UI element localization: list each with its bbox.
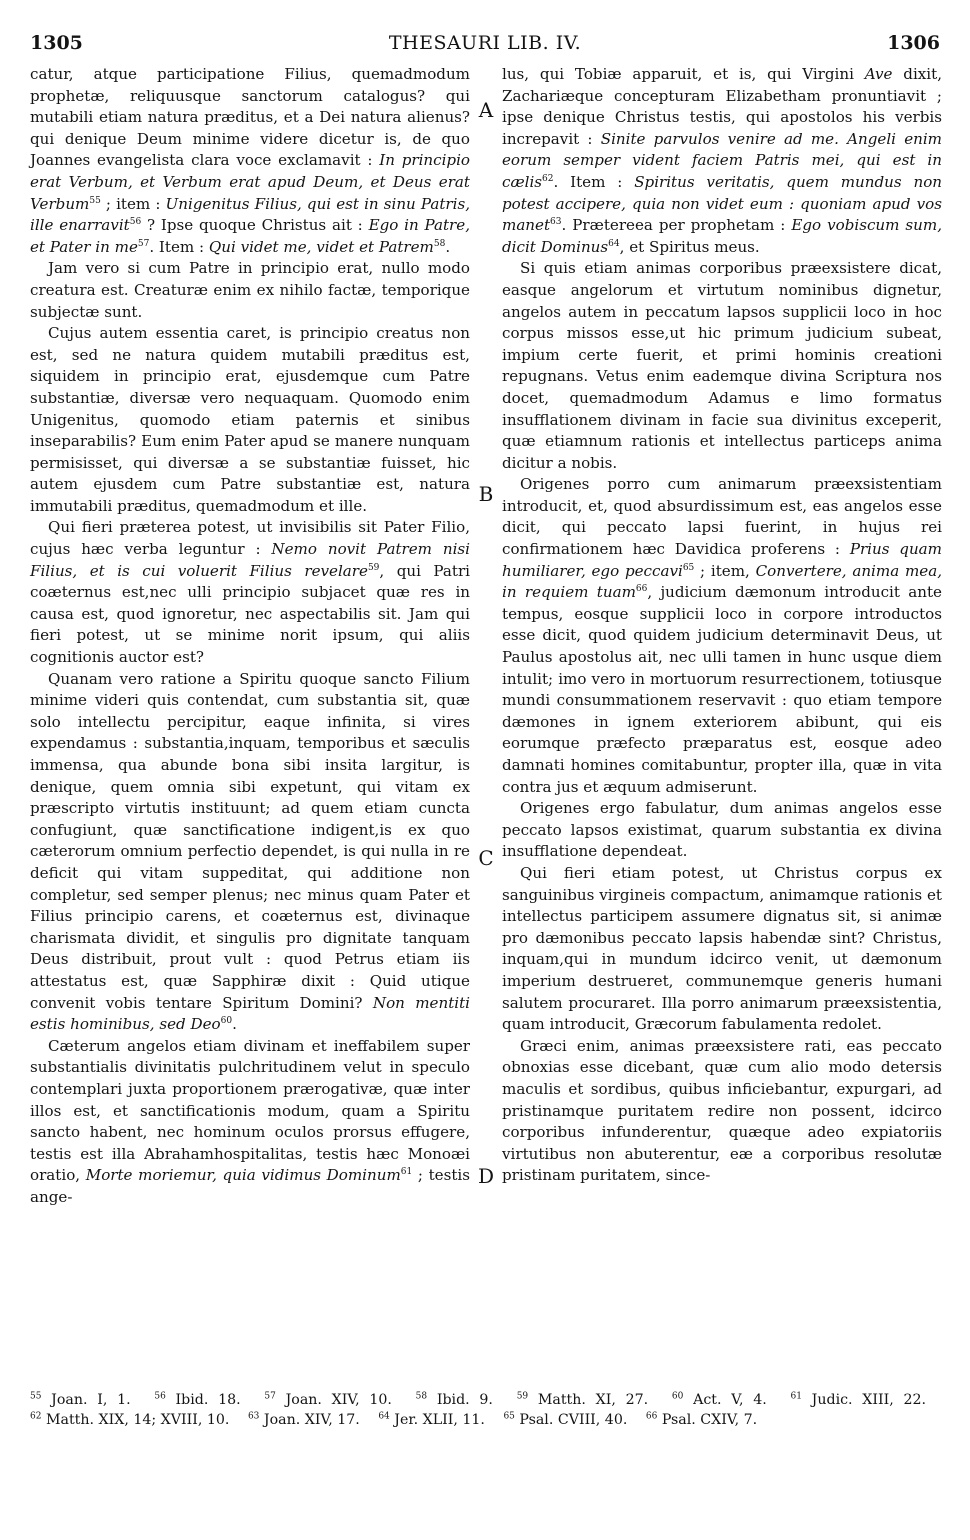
footnote xyxy=(30,1412,229,1428)
footnote-citation: Act. V, 4. xyxy=(683,1392,767,1408)
footnote-number: 55 xyxy=(30,1391,42,1402)
left-paragraph xyxy=(30,64,470,258)
footnote-reference: 59 xyxy=(367,562,380,573)
left-column xyxy=(30,64,470,1208)
body-text: dixit, Zachariæque concepturam Elizabetham pronuntiavit ; ipse denique Christus testis, qui apostolos his verbis increpavit : xyxy=(502,65,942,148)
footnote xyxy=(30,1392,131,1408)
footnote xyxy=(416,1392,493,1408)
scripture-quotation: Spiritus veritatis, quem mundus non potest accipere, quia non videt eum : quoniam apud vos manet xyxy=(502,172,942,235)
left-paragraph xyxy=(30,517,470,668)
footnote-citation: Psal. CXIV, 7. xyxy=(657,1412,758,1428)
left-paragraph xyxy=(30,323,470,517)
right-column xyxy=(502,64,942,1187)
footnote-citation: Jer. XLII, 11. xyxy=(389,1412,485,1428)
footnote-citation: Joan. I, 1. xyxy=(41,1392,131,1408)
body-text: Græci enim, animas præexsistere rati, eas peccato obnoxias esse dicebant, quæ cum alio modo detersis maculis et sordibus, quibus inficiebantur, expurgari, ad pristinamque puritatem redire non possent, idcirco corporibus infunderentur, quæque adeo expiatoriis virtutibus non abuterentur, eæ a corporibus resolutæ pristinam puritatem, since- xyxy=(502,1036,942,1185)
scripture-quotation: In principio erat Verbum, et Verbum erat apud Deum, et Deus erat Verbum xyxy=(30,151,471,213)
body-text: ; testis ange- xyxy=(30,1166,470,1206)
footnote-number: 62 xyxy=(30,1411,42,1422)
body-text: lus, qui Tobiæ apparuit, et is, qui Virgini xyxy=(502,65,865,83)
left-paragraph xyxy=(30,669,470,1036)
footnote-citation: Ibid. 9. xyxy=(427,1392,493,1408)
body-text: Quanam vero ratione a Spiritu quoque sancto Filium minime videri quis contendat, cum substantia sit, quæ solo intellectu percipitur, eaque infinita, si vires expendamus : substantia,inquam, temporibus et sæculis immensa, qua abunde bona sibi insita largitur, is denique, quem omnia sibi expetunt, qui vitam ex præscripto virtutis instituunt; ad quem etiam cuncta confugiunt, quæ sanctificatione indigent,is ex quo cæterorum omnium perfectio dependet, is qui nulla in re deficit qui vitam suppeditat, qui additione non completur, sed semper plenus; nec minus quam Pater et Filius principio carens, et coæternus est, divinaque charismata dividit, et singulis pro dignitate tanquam Deus distribuit, prout vult : quod Petrus etiam iis attestatus est, quæ Sapphiræ dixit : Quid utique convenit vobis tentare Spiritum Domini? xyxy=(30,669,470,1012)
footnote-citation: Ibid. 18. xyxy=(165,1392,241,1408)
text-columns xyxy=(30,64,940,1374)
margin-marker-c: C xyxy=(478,846,494,870)
right-paragraph xyxy=(502,1036,942,1187)
body-text: , et Spiritus meus. xyxy=(619,237,760,256)
footnote-reference: 62 xyxy=(542,173,554,184)
body-text: catur, atque participatione Filius, quemadmodum prophetæ, reliquusque sanctorum catalogus? qui mutabili etiam natura præditus, et a Dei natura alienus? qui denique Deum minime videre dicetur is, de quo Joannes evangelista clara voce exclamavit : xyxy=(30,65,470,170)
body-text: ? Ipse quoque Christus ait : xyxy=(141,216,369,235)
scripture-quotation: Nemo novit Patrem nisi Filius, et is cui voluerit Filius revelare xyxy=(30,540,470,580)
body-text: . xyxy=(232,1015,237,1034)
running-header xyxy=(30,28,940,62)
scripture-quotation: Qui videt me, videt et Patrem xyxy=(208,237,434,256)
footnote-citation: Joan. XIV, 10. xyxy=(275,1392,392,1408)
body-text: Cujus autem essentia caret, is principio creatus non est, sed ne natura quidem mutabili præditus est, siquidem in principio erat, ejusdemque cum Patre substantiæ, diversæ vero nequaquam. Quomodo enim Unigenitus, quomodo etiam paternis et sinibus inseparabilis? Eum enim Pater apud se manere nunquam permisisset, qui diversæ a se substantiæ fuisset, hic autem ejusdem cum Patre substantiæ est, natura immutabili præditus, quemadmodum et ille. xyxy=(30,324,470,515)
right-paragraph xyxy=(502,258,942,474)
right-paragraph xyxy=(502,64,942,258)
footnote xyxy=(672,1392,767,1408)
footnote xyxy=(154,1392,240,1408)
body-text: Jam vero si cum Patre in principio erat, nullo modo creatura est. Creaturæ enim ex nihilo factæ, temporique subjectæ sunt. xyxy=(30,259,470,321)
footnote-number: 60 xyxy=(671,1391,684,1402)
footnote-number: 57 xyxy=(264,1391,276,1402)
scripture-quotation: Convertere, anima mea, in requiem tuam xyxy=(502,561,942,602)
scripture-quotation: Sinite parvulos venire ad me. Angeli enim eorum semper vident faciem Patris mei, qui est in cælis xyxy=(502,129,942,191)
footnote-reference: 56 xyxy=(129,217,142,228)
page xyxy=(30,28,940,1518)
body-text: Origenes ergo fabulatur, dum animas angelos esse peccato lapsos existimat, quarum substantia ex divina insufflatione dependeat. xyxy=(502,799,942,861)
footnote xyxy=(517,1392,648,1408)
body-text: . xyxy=(445,237,451,256)
body-text: . Item : xyxy=(553,172,635,191)
footnote xyxy=(248,1412,360,1428)
body-text: , qui Patri coæternus est,nec ulli principio subjacet quæ res in causa est, quod ignoretur, nec aspectabilis sit. Jam qui fieri potest, ut se minime norit ipsum, qui aliis cognitionis auctor est? xyxy=(30,561,470,667)
left-paragraph xyxy=(30,1036,470,1209)
left-paragraph xyxy=(30,258,470,323)
right-paragraph xyxy=(502,474,942,798)
footnote-citation: Matth. XI, 27. xyxy=(528,1392,649,1408)
page-number-left: 1305 xyxy=(30,32,83,54)
footnote-number: 64 xyxy=(378,1411,390,1422)
body-text: Qui fieri etiam potest, ut Christus corpus ex sanguinibus virgineis compactum, animamque rationis et intellectus participem assumere dignatus sit, si animæ pro dæmonibus peccato lapsis habendæ sint? Christus, inquam,qui in mundum idcirco venit, ut dæmonum imperium destrueret, communemque generis humani salutem procuraret. Illa porro animarum præexsistentia, quam introducit, Græcorum fabulamenta redolet. xyxy=(502,863,942,1034)
footnote-reference: 65 xyxy=(682,562,695,573)
right-paragraph xyxy=(502,798,942,863)
footnote xyxy=(264,1392,392,1408)
page-number-right: 1306 xyxy=(887,32,940,54)
footnote-number: 58 xyxy=(415,1391,428,1402)
footnote-citation: Matth. XIX, 14; XVIII, 10. xyxy=(41,1412,230,1428)
scripture-quotation: Unigenitus Filius, qui est in sinu Patris, ille enarravit xyxy=(30,194,470,235)
body-text: Qui fieri præterea potest, ut invisibilis sit Pater Filio, cujus hæc verba leguntur : xyxy=(30,518,470,559)
footnote-number: 56 xyxy=(154,1391,166,1402)
footnote-citation: Judic. XIII, 22. xyxy=(801,1392,927,1408)
footnote-number: 61 xyxy=(790,1391,802,1402)
footnote-citation: Psal. CVIII, 40. xyxy=(514,1412,628,1428)
margin-marker-b: B xyxy=(478,482,494,506)
footnote-citation: Joan. XIV, 17. xyxy=(259,1412,360,1428)
scripture-quotation: Morte moriemur, quia vidimus Dominum xyxy=(85,1166,401,1185)
footnote xyxy=(378,1412,485,1428)
scripture-quotation: Non mentiti estis hominibus, sed Deo xyxy=(30,993,470,1034)
footnote-reference: 60 xyxy=(220,1016,233,1027)
footnote-reference: 64 xyxy=(608,238,620,249)
body-text: Cæterum angelos etiam divinam et ineffabilem super substantialis divinitatis pulchritudinem velut in speculo contemplari juxta proportionem prærogativæ, quæ inter illos est, et sanctificationis modum, quam a Spiritu sancto habent, nec hominum oculos prorsus effugere, testis est illa Abrahamhospitalitas, testis hæc Monoæi oratio, xyxy=(30,1036,470,1185)
body-text: ; item : xyxy=(100,194,166,213)
right-paragraph xyxy=(502,863,942,1036)
footnotes xyxy=(30,1390,940,1430)
footnote xyxy=(503,1412,627,1428)
scripture-quotation: Ego in Patre, et Pater in me xyxy=(30,216,470,256)
footnote-number: 63 xyxy=(247,1411,260,1422)
running-title: THESAURI LIB. IV. xyxy=(388,32,582,54)
footnote-number: 65 xyxy=(503,1411,515,1422)
footnote-number: 59 xyxy=(516,1391,529,1402)
footnote-reference: 61 xyxy=(400,1167,413,1178)
body-text: . Prætereea per prophetam : xyxy=(561,216,792,235)
footnote-reference: 58 xyxy=(433,238,446,249)
body-text: ; item, xyxy=(694,561,756,580)
scripture-quotation: Ego vobiscum sum, dicit Dominus xyxy=(502,216,942,256)
body-text: Origenes porro cum animarum præexsistentiam introducit, et, quod absurdissimum est, eas angelos esse dicit, qui peccato lapsi fuerint, in hujus rei confirmationem hæc Davidica proferens : xyxy=(502,475,942,559)
scripture-quotation: Ave xyxy=(864,65,893,83)
margin-marker-a: A xyxy=(478,98,494,122)
body-text: . Item : xyxy=(149,237,209,256)
scripture-quotation: Prius quam humiliarer, ego peccavi xyxy=(502,540,942,580)
footnote-reference: 57 xyxy=(137,238,150,249)
body-text: , judicium dæmonum introducit ante tempus, eosque supplicii loco in corpore introductos esse dicit, quod quidem judicium determinavit Deus, ut Paulus apostolus ait, nec ulli tamen in hunc usque diem intulit; imo vero in mortuorum resurrectionem, totiusque mundi consummationem reservavit : quo etiam tempore dæmones in ignem exteriorem abibunt, qui eis eorumque præfecto præparatus est, eosque adeo damnati homines comitabuntur, propter illa, quæ in vita contra jus et æquum admiserunt. xyxy=(502,583,942,796)
footnote-number: 66 xyxy=(645,1411,658,1422)
footnote xyxy=(646,1412,757,1428)
footnote-reference: 63 xyxy=(550,217,562,228)
footnote xyxy=(790,1392,926,1408)
footnote-reference: 66 xyxy=(635,584,648,595)
footnote-reference: 55 xyxy=(89,195,101,206)
margin-marker-d: D xyxy=(477,1164,495,1188)
body-text: Si quis etiam animas corporibus præexsistere dicat, easque angelorum et virtutum nominibus dignetur, angelos autem in peccatum lapsos supplicii loco in hoc corpus missos esse,ut hic primum judicium subeat, impium certe fuerit, et primi hominis creationi repugnans. Vetus enim eademque divina Scriptura nos docet, quemadmodum Adamus e limo formatus insufflationem divinam in facie sua divinitus exceperit, quæ etiamnum rationis et intellectus particeps anima dicitur a nobis. xyxy=(502,259,942,472)
